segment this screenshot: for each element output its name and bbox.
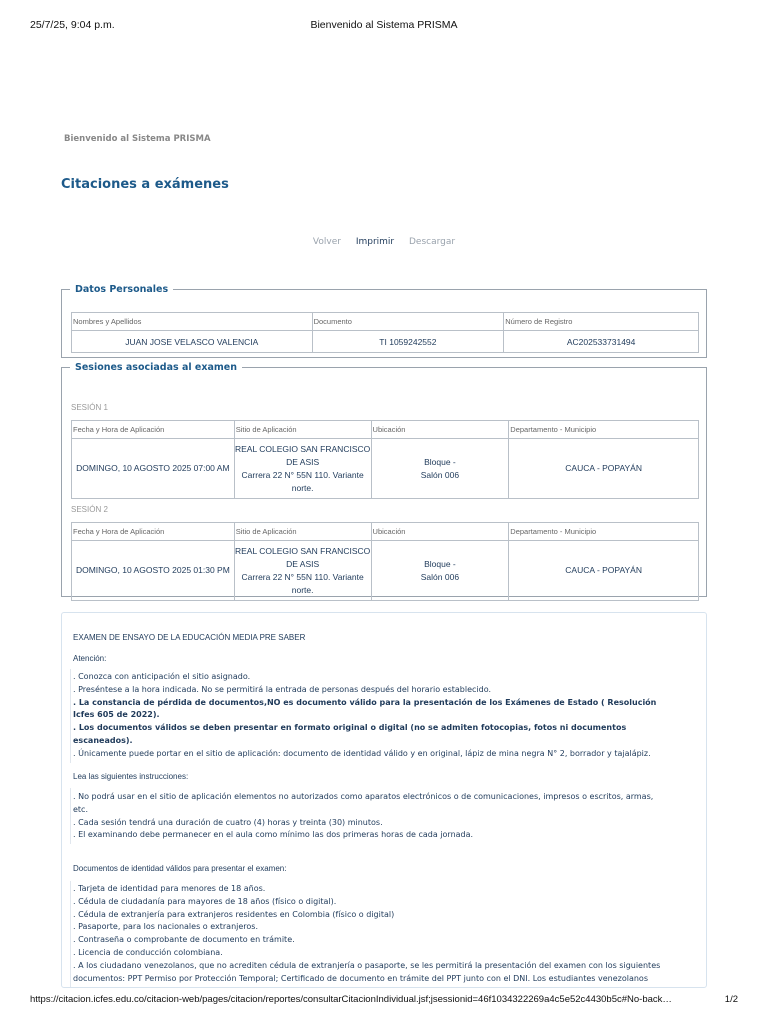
header-fecha: Fecha y Hora de Aplicación bbox=[72, 421, 235, 439]
header-sitio: Sitio de Aplicación bbox=[234, 421, 371, 439]
header-municipio: Departamento - Municipio bbox=[509, 523, 699, 541]
sesion-2-label: SESIÓN 2 bbox=[71, 505, 108, 514]
sitio-value bbox=[234, 541, 371, 601]
print-url: https://citacion.icfes.edu.co/citacion-web/pages/citacion/reportes/consultarCitacionIndividual.jsf;jsessionid=46f1034322269a4c5e52c4430b5c#No-back… bbox=[30, 994, 672, 1005]
ubicacion-line: Salón 006 bbox=[420, 469, 460, 480]
sitio-value bbox=[234, 439, 371, 499]
list-item: . No podrá usar en el sitio de aplicación elementos no autorizados como aparatos electrónicos o de comunicaciones, impresos o escritos, armas, bbox=[73, 792, 654, 801]
header-documento: Documento bbox=[312, 313, 504, 331]
table-header-row bbox=[72, 421, 699, 439]
print-date: 25/7/25, 9:04 p.m. bbox=[30, 19, 115, 31]
welcome-text: Bienvenido al Sistema PRISMA bbox=[64, 134, 211, 144]
documento-value: TI 1059242552 bbox=[312, 331, 504, 353]
print-header bbox=[30, 19, 738, 33]
instrucciones-heading: Lea las siguientes instrucciones: bbox=[73, 772, 189, 781]
nombre-value: JUAN JOSE VELASCO VALENCIA bbox=[72, 331, 313, 353]
atencion-rule bbox=[70, 669, 71, 763]
instructions-panel bbox=[61, 612, 707, 988]
sitio-line: DE ASIS bbox=[286, 558, 320, 569]
page-counter: 1/2 bbox=[724, 994, 738, 1005]
list-item: etc. bbox=[73, 804, 88, 814]
sitio-line: Carrera 22 N° 55N 110. Variante bbox=[241, 571, 364, 582]
sitio-line: REAL COLEGIO SAN FRANCISCO bbox=[235, 443, 371, 454]
list-item: . A los ciudadano venezolanos, que no acrediten cédula de extranjería o pasaporte, se les permitirá la presentación del examen con los siguientes bbox=[73, 960, 661, 970]
instrucciones-list bbox=[73, 791, 695, 842]
table-row bbox=[72, 439, 699, 499]
action-links bbox=[0, 237, 768, 247]
registro-value: AC202533731494 bbox=[504, 331, 699, 353]
sitio-line: DE ASIS bbox=[286, 456, 320, 467]
sesion-2-table bbox=[71, 522, 699, 601]
sesion-1-label: SESIÓN 1 bbox=[71, 403, 108, 412]
list-item: . Pasaporte, para los nacionales o extranjeros. bbox=[73, 922, 259, 932]
list-item: . Cédula de extranjería para extranjeros residentes en Colombia (físico o digital) bbox=[73, 909, 395, 919]
print-title: Bienvenido al Sistema PRISMA bbox=[310, 19, 458, 31]
imprimir-link[interactable]: Imprimir bbox=[355, 237, 395, 247]
list-item: . Licencia de conducción colombiana. bbox=[73, 947, 223, 957]
header-municipio: Departamento - Municipio bbox=[509, 421, 699, 439]
ubicacion-line: Salón 006 bbox=[420, 571, 460, 582]
sitio-line: REAL COLEGIO SAN FRANCISCO bbox=[235, 545, 371, 556]
list-item: . Cada sesión tendrá una duración de cuatro (4) horas y treinta (30) minutos. bbox=[73, 817, 383, 827]
header-ubicacion: Ubicación bbox=[371, 523, 509, 541]
page-title: Citaciones a exámenes bbox=[61, 177, 229, 192]
municipio-value: CAUCA - POPAYÁN bbox=[509, 541, 699, 601]
sesiones-legend: Sesiones asociadas al examen bbox=[75, 362, 238, 373]
table-row bbox=[72, 541, 699, 601]
sitio-line: norte. bbox=[291, 584, 314, 595]
print-footer bbox=[30, 994, 738, 1008]
sesion-1-table bbox=[71, 420, 699, 499]
list-item: . La constancia de pérdida de documentos,NO es documento válido para la presentación de los Exámenes de Estado ( Resolución bbox=[73, 697, 657, 707]
list-item: . Cédula de ciudadanía para mayores de 18 años (físico o digital). bbox=[73, 896, 337, 906]
documentos-list bbox=[73, 883, 695, 985]
instrucciones-rule bbox=[70, 788, 71, 844]
exam-title: EXAMEN DE ENSAYO DE LA EDUCACIÓN MEDIA PRE SABER bbox=[73, 633, 306, 642]
atencion-list bbox=[73, 671, 695, 761]
list-item: . Los documentos válidos se deben presentar en formato original o digital (no se admiten fotocopias, fotos ni documentos bbox=[73, 723, 627, 733]
table-header-row bbox=[72, 313, 699, 331]
list-item: . Tarjeta de identidad para menores de 18 años. bbox=[73, 884, 266, 893]
header-ubicacion: Ubicación bbox=[371, 421, 509, 439]
list-item: . Únicamente puede portar en el sitio de aplicación: documento de identidad válido y en original, lápiz de mina negra N° 2, borrador y tajalápiz. bbox=[73, 748, 651, 758]
header-registro: Número de Registro bbox=[504, 313, 699, 331]
list-item: . El examinando debe permanecer en el aula como mínimo las dos primeras horas de cada jornada. bbox=[73, 830, 474, 840]
list-item: escaneados). bbox=[73, 735, 133, 745]
table-row bbox=[72, 331, 699, 353]
fecha-value: DOMINGO, 10 AGOSTO 2025 07:00 AM bbox=[72, 439, 235, 499]
municipio-value: CAUCA - POPAYÁN bbox=[509, 439, 699, 499]
sitio-line: Carrera 22 N° 55N 110. Variante bbox=[241, 469, 364, 480]
descargar-link[interactable]: Descargar bbox=[409, 237, 456, 247]
sitio-line: norte. bbox=[291, 482, 314, 493]
datos-personales-panel bbox=[61, 284, 707, 358]
header-fecha: Fecha y Hora de Aplicación bbox=[72, 523, 235, 541]
header-nombres: Nombres y Apellidos bbox=[72, 313, 313, 331]
fecha-value: DOMINGO, 10 AGOSTO 2025 01:30 PM bbox=[72, 541, 235, 601]
datos-personales-legend: Datos Personales bbox=[75, 284, 169, 295]
datos-personales-table bbox=[71, 312, 699, 353]
documentos-rule bbox=[70, 881, 71, 988]
documentos-heading: Documentos de identidad válidos para presentar el examen: bbox=[73, 864, 287, 873]
ubicacion-line: Bloque - bbox=[424, 558, 456, 569]
list-item: Icfes 605 de 2022). bbox=[73, 710, 160, 720]
sesiones-panel bbox=[61, 362, 707, 597]
list-item: . Preséntese a la hora indicada. No se permitirá la entrada de personas después del horario establecido. bbox=[73, 684, 491, 694]
table-header-row bbox=[72, 523, 699, 541]
header-sitio: Sitio de Aplicación bbox=[234, 523, 371, 541]
atencion-heading: Atención: bbox=[73, 654, 107, 663]
ubicacion-line: Bloque - bbox=[424, 456, 456, 467]
ubicacion-value bbox=[371, 439, 509, 499]
ubicacion-value bbox=[371, 541, 509, 601]
list-item: documentos: PPT Permiso por Protección Temporal; Certificado de documento en trámite del PPT junto con el DNI. Los estudiantes venezolanos bbox=[73, 973, 648, 983]
volver-link[interactable]: Volver bbox=[312, 237, 341, 247]
list-item: . Conozca con anticipación el sitio asignado. bbox=[73, 672, 251, 681]
list-item: . Contraseña o comprobante de documento en trámite. bbox=[73, 935, 295, 945]
